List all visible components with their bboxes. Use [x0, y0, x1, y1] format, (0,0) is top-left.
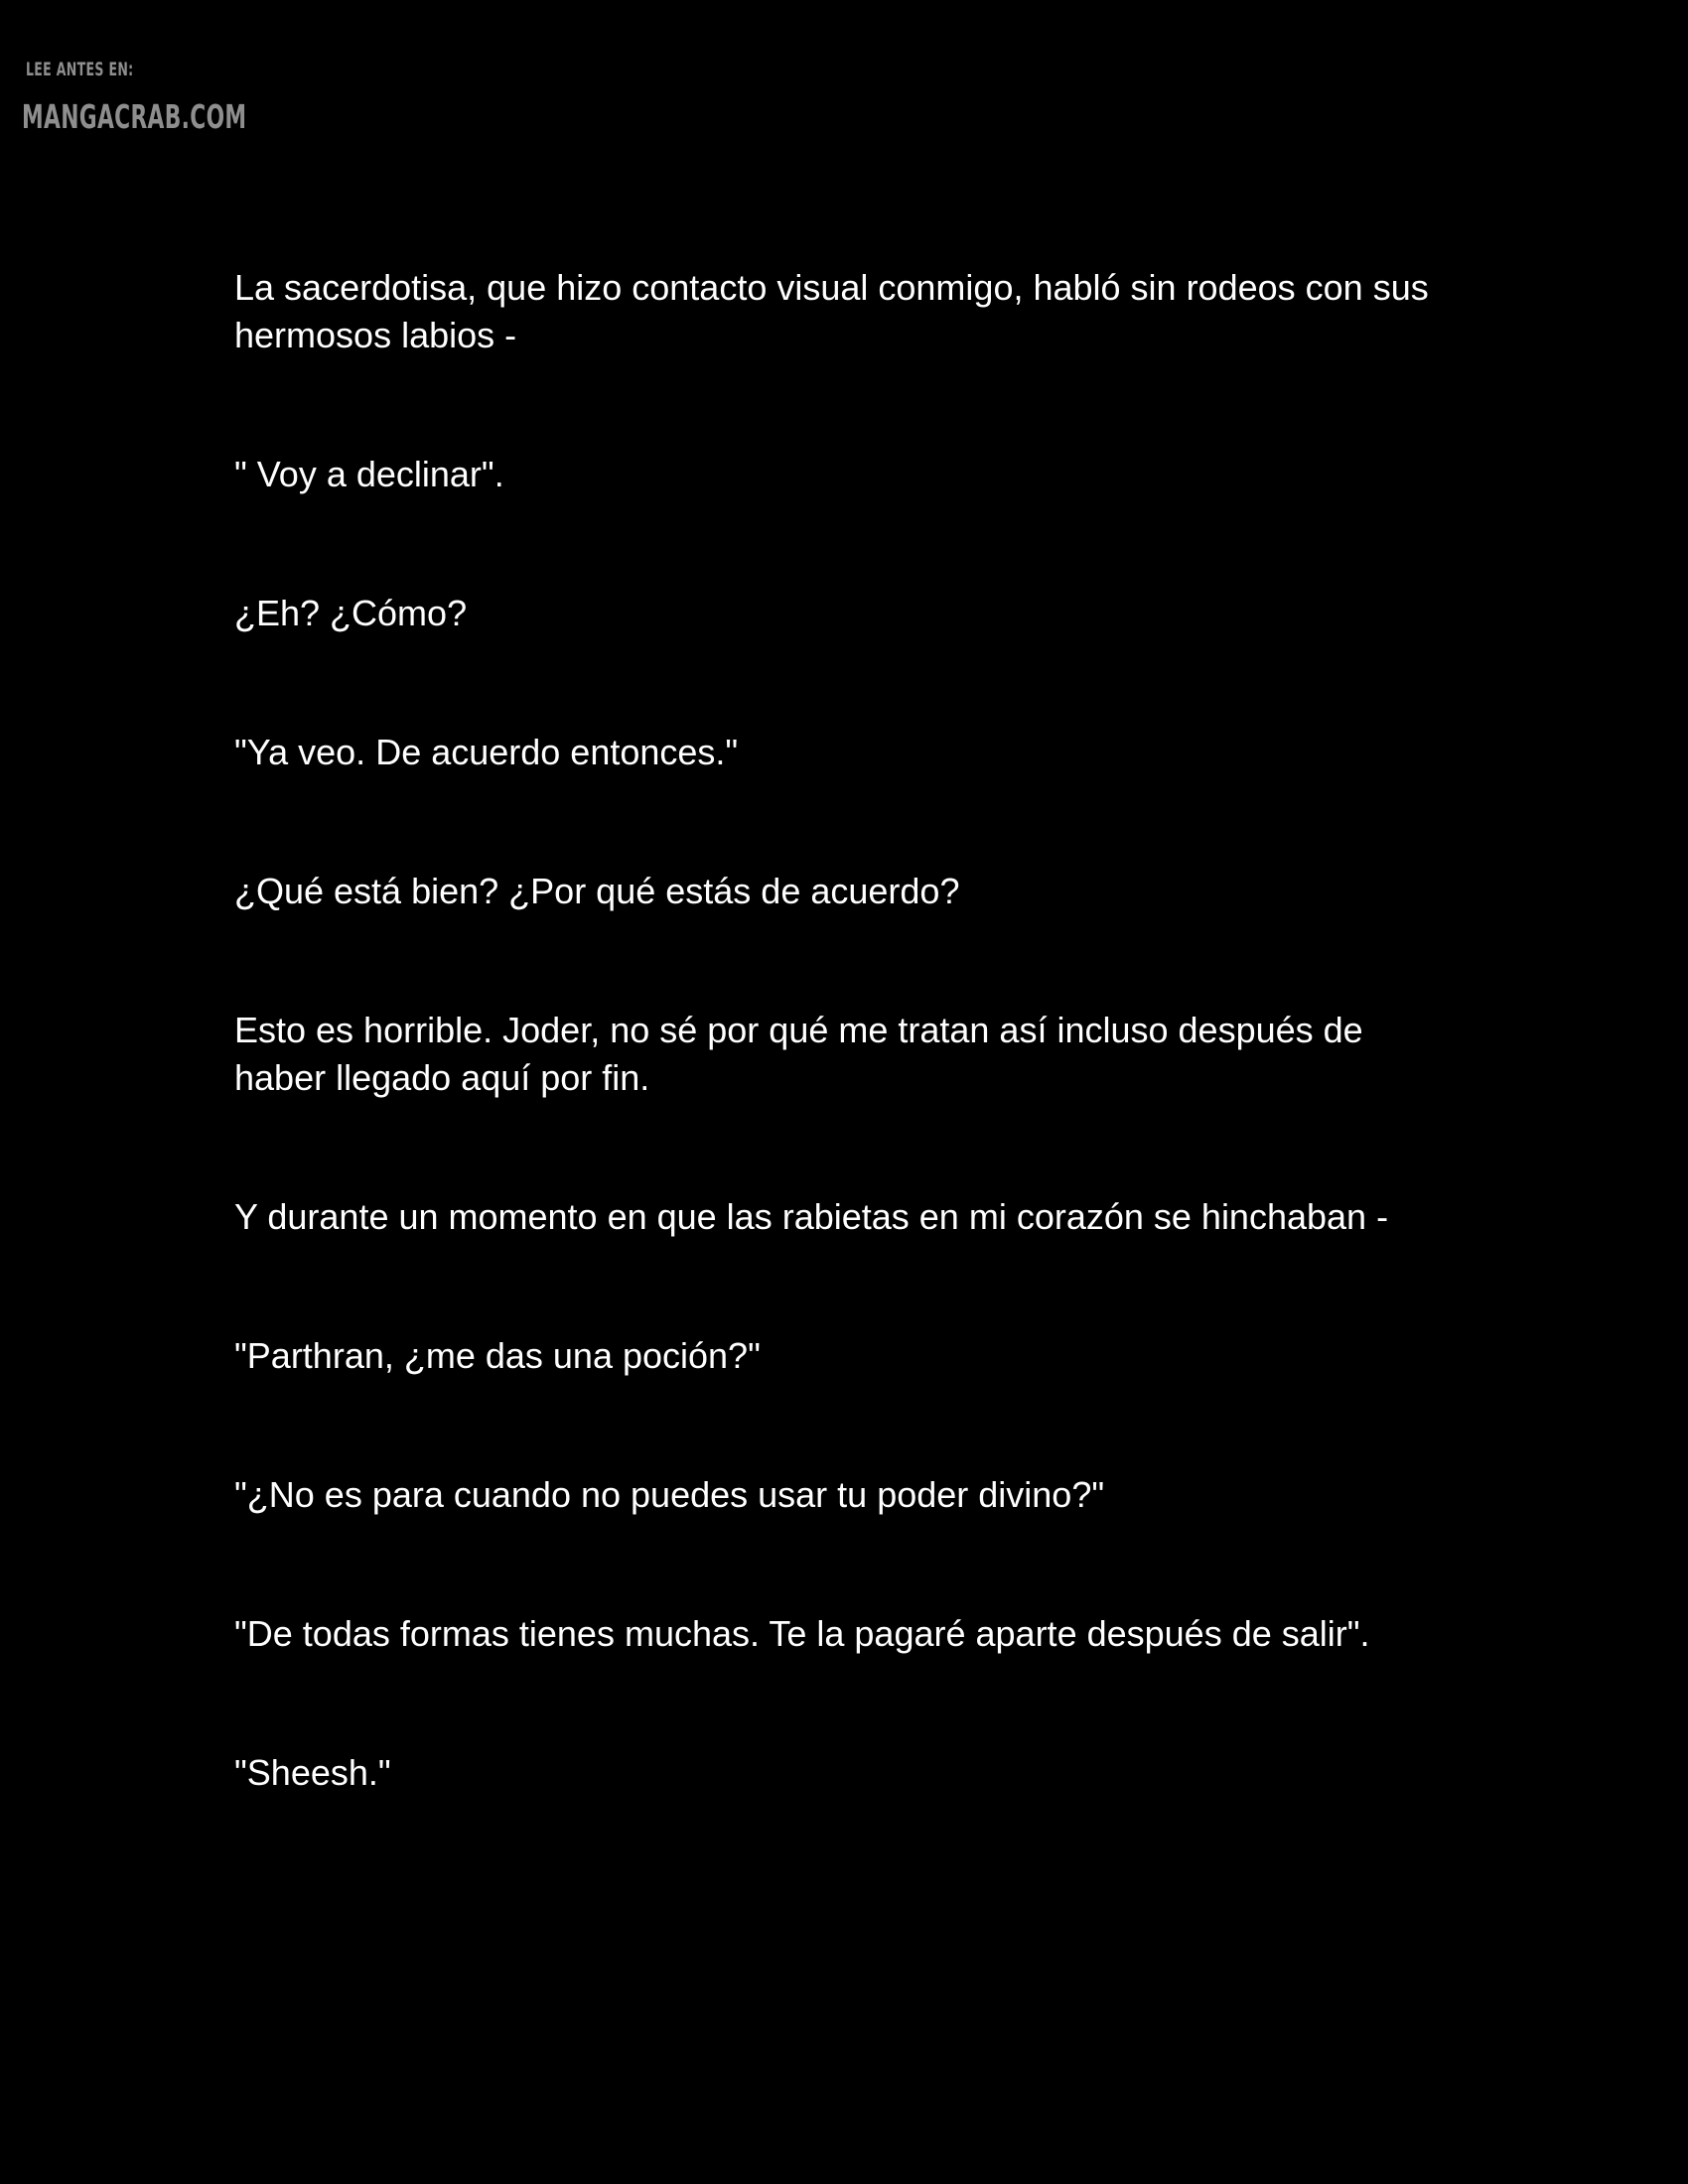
paragraph: Y durante un momento en que las rabietas en mi corazón se hinchaban - [234, 1196, 1389, 1237]
paragraph: ¿Eh? ¿Cómo? [234, 593, 468, 633]
paragraph: "¿No es para cuando no puedes usar tu poder divino?" [234, 1474, 1105, 1515]
paragraph: "Ya veo. De acuerdo entonces." [234, 732, 739, 772]
paragraph: "Sheesh." [234, 1752, 391, 1793]
paragraph: La sacerdotisa, que hizo contacto visual conmigo, habló sin rodeos con sus hermosos labios - [234, 267, 1429, 355]
paragraph: ¿Qué está bien? ¿Por qué estás de acuerdo? [234, 871, 960, 911]
paragraph: Esto es horrible. Joder, no sé por qué me tratan así incluso después de haber llegado aquí por fin. [234, 1010, 1363, 1098]
paragraph: "De todas formas tienes muchas. Te la pagaré aparte después de salir". [234, 1613, 1370, 1654]
paragraph: "Parthran, ¿me das una poción?" [234, 1335, 761, 1376]
story-text [234, 264, 1436, 1888]
watermark-read-first-label: LEE ANTES EN: [25, 59, 134, 80]
watermark-site-name: MANGACRAB.COM [22, 97, 247, 136]
paragraph: " Voy a declinar". [234, 454, 504, 494]
site-watermark [22, 58, 246, 137]
